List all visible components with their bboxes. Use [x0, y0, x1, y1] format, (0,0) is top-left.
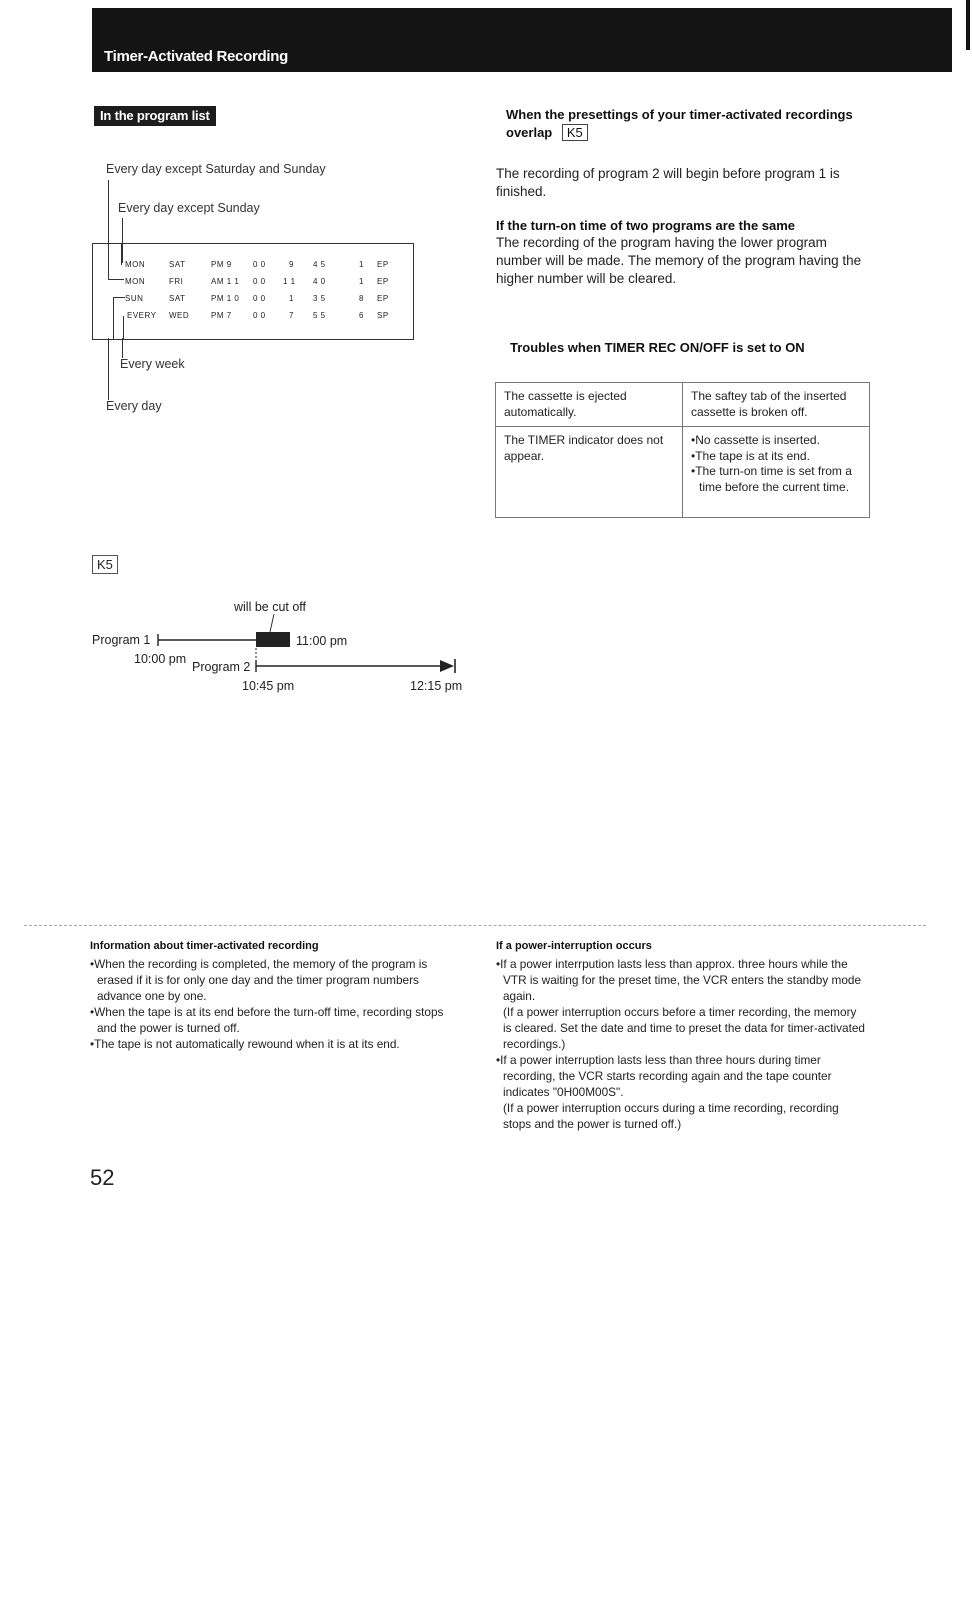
cause-item: •No cassette is inserted. — [691, 433, 820, 447]
cause-cell — [683, 427, 870, 518]
program1-label: Program 1 — [92, 633, 151, 647]
recording-timeline — [88, 610, 478, 690]
info-item: •The tape is not automatically rewound when it is at its end. — [90, 1037, 400, 1051]
troubles-table — [495, 382, 870, 518]
symptom-cell: The cassette is ejected automatically. — [496, 383, 683, 427]
table-row — [496, 427, 870, 518]
same-time-heading: If the turn-on time of two programs are the same — [496, 218, 796, 233]
symptom-cell: The TIMER indicator does not appear. — [496, 427, 683, 518]
section-tab-program-list: In the program list — [94, 106, 216, 126]
label-every-day: Every day — [106, 399, 162, 413]
program1-start-time: 10:00 pm — [134, 652, 187, 666]
program2-end-time: 12:15 pm — [410, 679, 463, 693]
power-note: (If a power interruption occurs before a timer recording, the memory is cleared. Set the date and time to preset the data for timer-activated recordings.) — [503, 1005, 865, 1051]
cut-off-segment — [256, 632, 290, 647]
table-row — [496, 383, 870, 427]
overlap-text: The recording of program 2 will begin before program 1 is finished. — [496, 166, 840, 199]
program2-start-time: 10:45 pm — [242, 679, 295, 693]
page-title: Timer-Activated Recording — [104, 48, 288, 65]
cause-item: •The tape is at its end. — [691, 448, 810, 463]
connector-line — [113, 297, 125, 298]
overlap-ref-k5: K5 — [562, 124, 588, 141]
program1-end-time: 11:00 pm — [296, 634, 348, 648]
connector-line — [108, 244, 109, 279]
page-number: 52 — [90, 1165, 115, 1190]
info-heading: Information about timer-activated recording — [90, 940, 319, 952]
connector-line — [122, 338, 123, 358]
program-list-display: MON SAT PM 9 0 0 9 4 5 1 EP MON FRI AM 1 1 0 0 1 1 4 0 1 EP SUN SAT PM 1 0 0 0 1 3 5 8 EP EVERY WED PM 7 0 0 7 5 5 6 SP — [92, 243, 414, 340]
connector-line — [123, 316, 124, 339]
cut-off-pointer — [270, 614, 274, 632]
power-list — [496, 956, 868, 1132]
cause-item: •The turn-on time is set from a time before the current time. — [691, 464, 852, 494]
power-item: •If a power interruption lasts less than three hours during timer recording, the VCR starts recording again and the tape counter indicates "0H00M00S". — [496, 1053, 832, 1099]
info-item: •When the recording is completed, the memory of the program is erased if it is for only one day and the timer program numbers advance one by one. — [90, 957, 428, 1003]
section-divider — [24, 925, 926, 926]
info-item: •When the tape is at its end before the turn-off time, recording stops and the power is turned off. — [90, 1005, 444, 1035]
same-time-text: The recording of the program having the lower program number will be made. The memory of the program having the higher number will be cleared. — [496, 235, 862, 286]
power-heading: If a power-interruption occurs — [496, 940, 652, 952]
label-every-day-except-sat-sun: Every day except Saturday and Sunday — [106, 162, 326, 176]
connector-line — [108, 279, 124, 280]
edge-mark — [966, 0, 970, 50]
cause-cell: The saftey tab of the inserted cassette is broken off. — [683, 383, 870, 427]
cut-off-label: will be cut off — [234, 600, 307, 614]
power-item: •If a power interrpution lasts less than approx. three hours while the VTR is waiting for the preset time, the VCR enters the standby mode again. — [496, 957, 862, 1003]
troubles-heading: Troubles when TIMER REC ON/OFF is set to ON — [510, 340, 805, 355]
reference-k5-label: K5 — [92, 555, 118, 574]
info-list — [90, 956, 452, 1052]
power-note: (If a power interruption occurs during a time recording, recording stops and the power is turned off.) — [503, 1101, 839, 1131]
connector-line — [121, 244, 122, 265]
label-every-week: Every week — [120, 357, 185, 371]
connector-line — [108, 338, 109, 400]
label-every-day-except-sunday: Every day except Sunday — [118, 201, 260, 215]
program2-arrow — [440, 660, 454, 672]
connector-line — [113, 297, 114, 339]
program2-label: Program 2 — [192, 660, 251, 674]
overlap-heading: When the presettings of your timer-activated recordings overlap K5 — [506, 107, 853, 140]
